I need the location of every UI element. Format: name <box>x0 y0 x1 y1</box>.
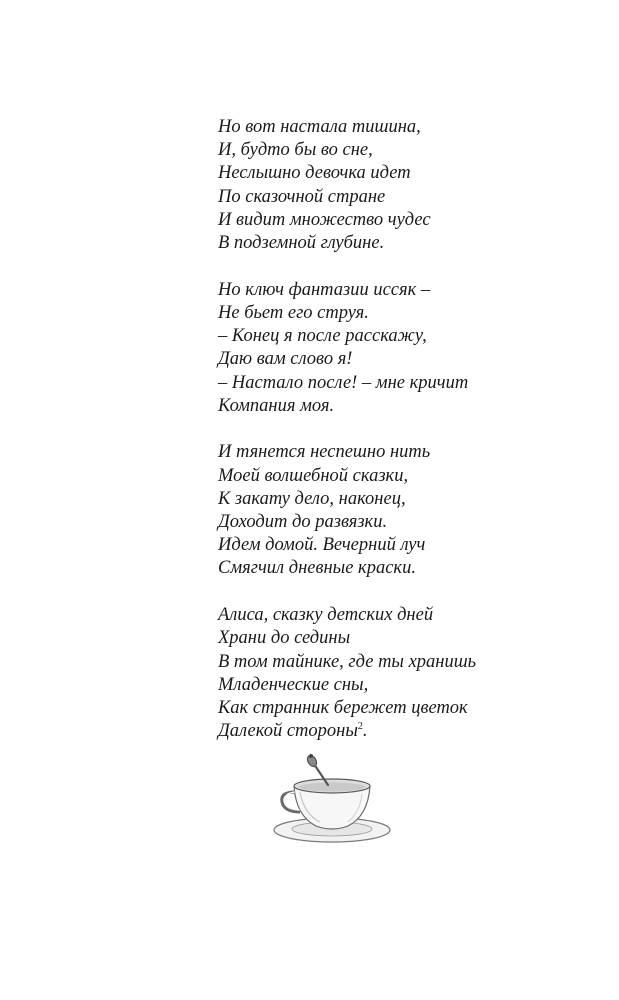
poem-line: Компания моя. <box>218 395 335 416</box>
poem-line: В подземной глубине. <box>218 233 385 254</box>
poem-line: Как странник бережет цветок <box>218 697 468 718</box>
poem-line: Смягчил дневные краски. <box>218 558 416 579</box>
footnote-marker[interactable]: 2 <box>357 721 363 733</box>
poem-line: И тянется неспешно нить <box>218 442 431 463</box>
poem-line: И видит множество чудес <box>218 209 431 230</box>
poem-line: Даю вам слово я! <box>218 349 353 370</box>
stanza-3 <box>218 441 578 580</box>
poem-line: Но вот настала тишина, <box>218 117 421 137</box>
stanza-4 <box>218 604 578 743</box>
poem-line: К закату дело, наконец, <box>218 488 406 509</box>
poem-line: – Конец я после расскажу, <box>218 326 427 347</box>
poem-line: По сказочной стране <box>218 186 386 207</box>
poem-line: Доходит до развязки. <box>218 512 388 533</box>
poem-line: Моей волшебной сказки, <box>218 465 409 486</box>
poem-line-last <box>218 720 578 743</box>
stanza-2 <box>218 279 578 418</box>
poem-line: Храни до седины <box>218 628 351 649</box>
poem-line-end: . <box>362 721 368 742</box>
poem-line: Идем домой. Вечерний луч <box>218 535 426 556</box>
poem-line: И, будто бы во сне, <box>218 140 373 161</box>
poem-line: Младенческие сны, <box>218 674 369 695</box>
stanza-1 <box>218 116 578 255</box>
poem-line: Но ключ фантазии иссяк – <box>218 279 431 300</box>
poem-line: Не бьет его струя. <box>218 302 369 323</box>
poem-line: Алиса, сказку детских дней <box>218 605 434 626</box>
poem <box>218 116 578 767</box>
teacup-with-spoon-icon <box>270 752 394 848</box>
poem-line-text: Далекой стороны <box>218 721 358 742</box>
poem-line: – Настало после! – мне кричит <box>218 372 469 393</box>
poem-line: Неслышно девочка идет <box>218 163 411 184</box>
poem-line: В том тайнике, где ты хранишь <box>218 651 477 672</box>
